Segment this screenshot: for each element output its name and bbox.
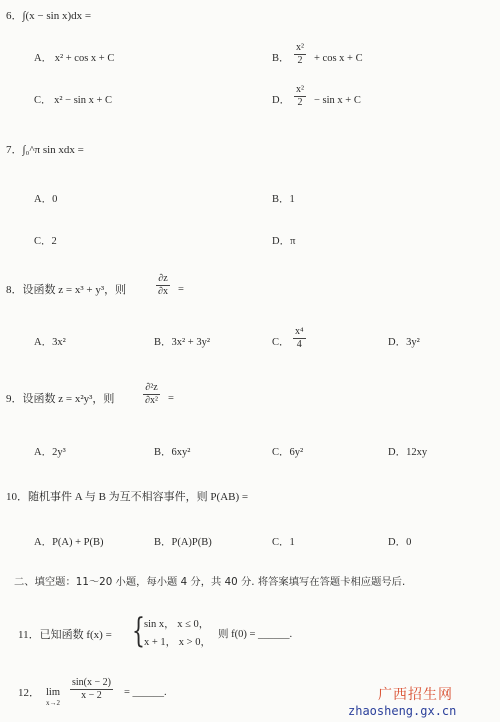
question-9-option-b: B．6xy² <box>154 447 191 458</box>
question-9-option-d: D．12xy <box>388 447 428 458</box>
fraction-numerator: ∂²z <box>143 382 160 395</box>
question-8-stem-fraction <box>156 273 170 298</box>
question-10-option-d: D．0 <box>388 537 412 548</box>
section-2-heading: 二、填空题：11～20 小题，每小题 4 分，共 40 分. 将答案填写在答题卡相应题号后. <box>14 576 406 588</box>
question-9-option-c: C．6y² <box>272 447 304 458</box>
question-7-option-c: C．2 <box>34 236 57 247</box>
question-11-case-1: sin x， x ≤ 0， <box>144 619 210 630</box>
question-11-answer-blank: 则 f(0) = ______. <box>218 629 293 640</box>
fraction-denominator: ∂x <box>158 286 168 297</box>
question-9-stem-fraction <box>143 382 160 407</box>
fraction-numerator: x⁴ <box>295 326 304 337</box>
question-8-option-c-label: C． <box>272 337 290 348</box>
site-url-watermark: zhaosheng.gx.cn <box>348 704 457 718</box>
question-6-option-d-fraction <box>294 84 306 109</box>
question-6-option-c: C． x² − sin x + C <box>34 95 113 106</box>
question-12-lim-subscript: x→2 <box>46 699 60 707</box>
question-12-lim: lim <box>46 687 61 698</box>
fraction-numerator: x² <box>296 42 304 53</box>
question-6-option-b-rest: + cos x + C <box>314 53 363 64</box>
question-6-option-d-rest: − sin x + C <box>314 95 361 106</box>
fraction-numerator: sin(x − 2) <box>72 677 111 688</box>
question-9-stem: 9．设函数 z = x²y³，则 <box>6 393 115 405</box>
question-10-option-c: C．1 <box>272 537 295 548</box>
question-12-fraction <box>70 677 113 702</box>
question-6-option-d-label: D． <box>272 95 291 106</box>
piecewise-brace: { <box>132 611 145 651</box>
question-8-stem: 8．设函数 z = x³ + y³，则 <box>6 284 127 296</box>
fraction-denominator: 2 <box>297 97 303 108</box>
question-8-stem-equals: = <box>178 284 184 295</box>
question-7-stem: 7．∫₀^π sin xdx = <box>6 144 84 156</box>
question-11-stem: 11．已知函数 f(x) = <box>18 629 112 641</box>
question-6-option-b-fraction <box>294 42 306 67</box>
question-10-stem: 10．随机事件 A 与 B 为互不相容事件，则 P(AB) = <box>6 491 249 503</box>
site-name-watermark: 广西招生网 <box>378 687 453 703</box>
question-7-option-d: D．π <box>272 236 296 247</box>
question-10-option-a: A．P(A) + P(B) <box>34 537 104 548</box>
question-12-number: 12． <box>18 687 40 699</box>
question-11-case-2: x + 1， x > 0， <box>144 637 211 648</box>
question-8-option-a: A．3x² <box>34 337 66 348</box>
fraction-numerator: ∂z <box>156 273 170 286</box>
question-6-option-a: A． x² + cos x + C <box>34 53 115 64</box>
question-7-option-a: A．0 <box>34 194 58 205</box>
fraction-denominator: 2 <box>297 55 303 66</box>
question-9-option-a: A．2y³ <box>34 447 66 458</box>
question-7-option-b: B．1 <box>272 194 295 205</box>
fraction-numerator: x² <box>296 84 304 95</box>
fraction-denominator: 4 <box>296 339 302 350</box>
question-8-option-b: B．3x² + 3y² <box>154 337 210 348</box>
question-12-answer-blank: = ______. <box>124 687 167 698</box>
question-6-stem: 6．∫(x − sin x)dx = <box>6 10 92 22</box>
fraction-denominator: x − 2 <box>81 690 102 701</box>
question-10-option-b: B．P(A)P(B) <box>154 537 212 548</box>
fraction-denominator: ∂x² <box>145 395 158 406</box>
question-6-option-b-label: B． <box>272 53 290 64</box>
question-9-stem-equals: = <box>168 393 174 404</box>
question-8-option-d: D．3y² <box>388 337 420 348</box>
question-8-option-c-fraction <box>293 326 306 351</box>
